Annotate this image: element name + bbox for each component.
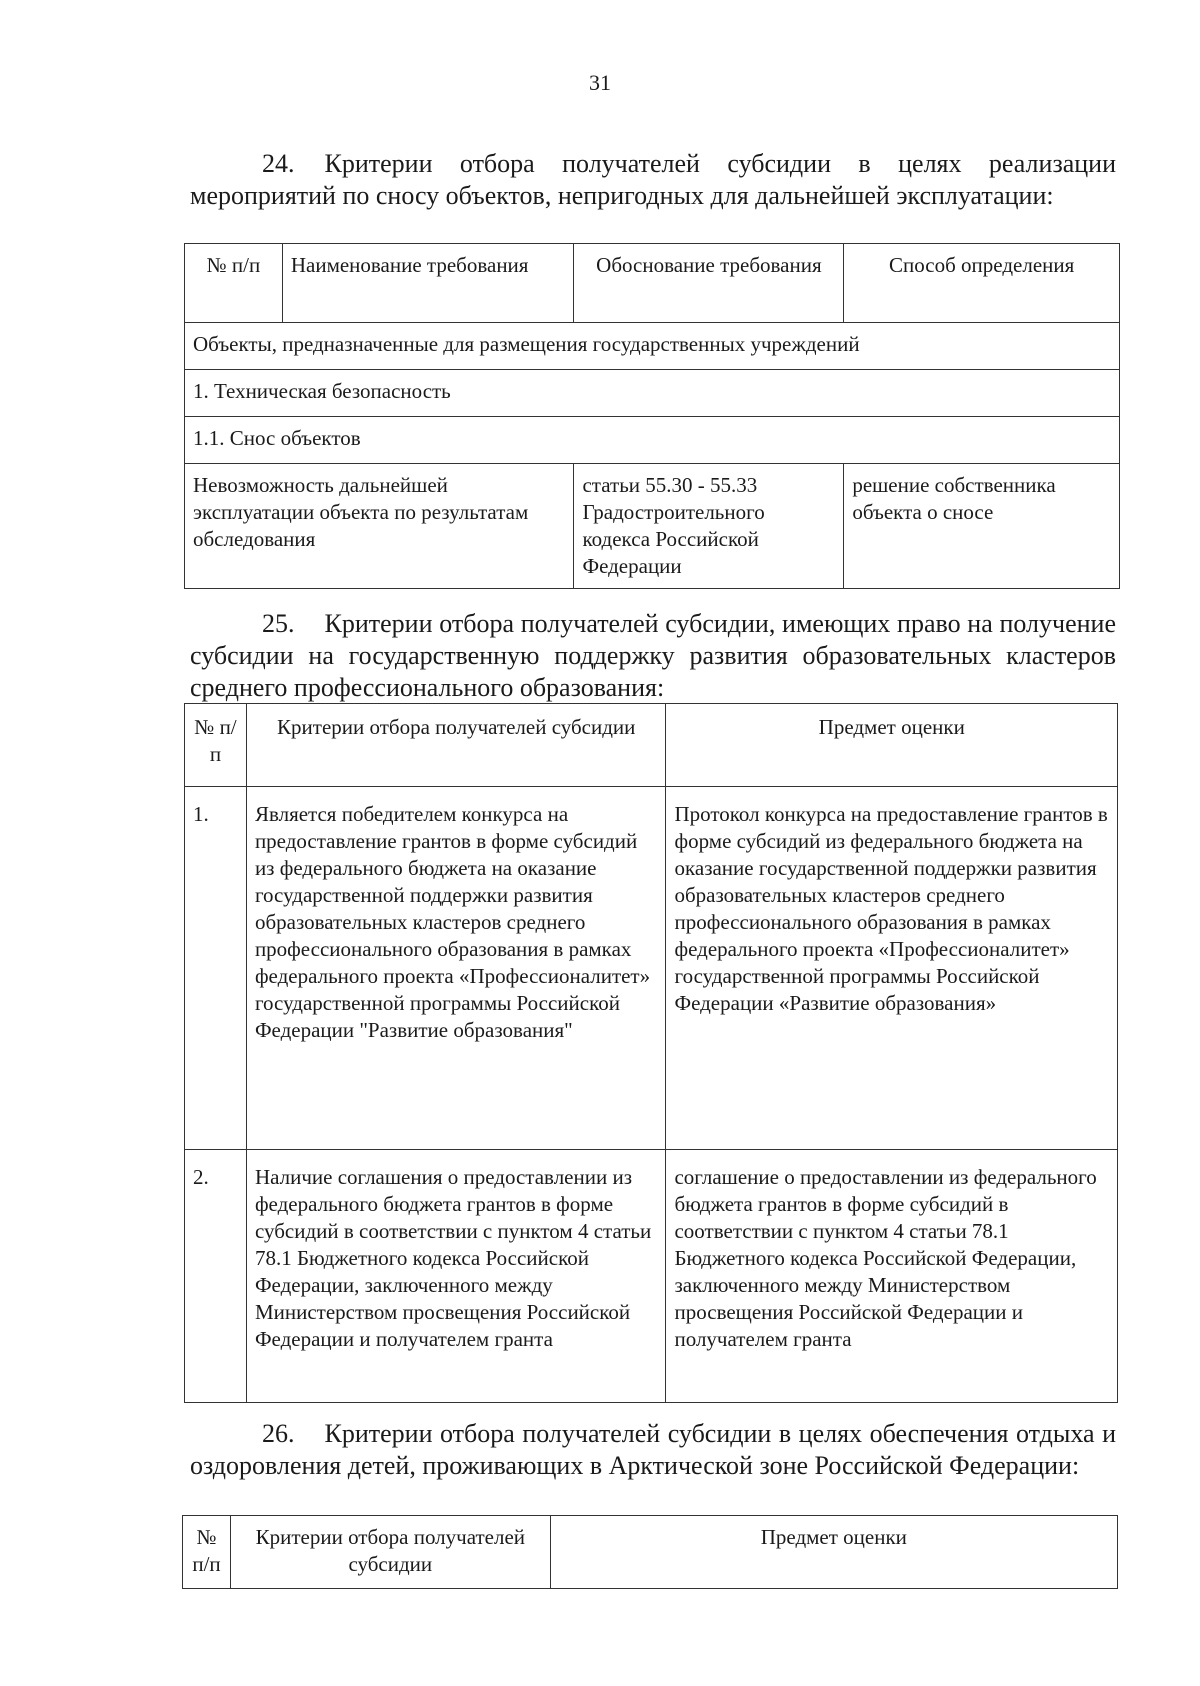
column-header: Обоснование требования: [574, 244, 844, 323]
table-row: [185, 323, 1120, 370]
column-header: № п/п: [185, 244, 283, 323]
column-header: № п/п: [185, 704, 247, 787]
criterion-cell: Является победителем конкурса на предоставление грантов в форме субсидий из федерального бюджета на оказание государственной поддержки развития образовательных кластеров среднего профессионального образования в рамках федерального проекта «Профессионалитет» государственной программы Российской Федерации "Развитие образования": [246, 787, 666, 1150]
column-header: № п/п: [183, 1516, 231, 1589]
criterion-cell: Наличие соглашения о предоставлении из федерального бюджета грантов в форме субсидий в соответствии с пунктом 4 статьи 78.1 Бюджетного кодекса Российской Федерации, заключенного между Министерством просвещения Российской Федерации и получателем гранта: [246, 1150, 666, 1403]
section-26-table: [182, 1515, 1118, 1589]
table-header-row: [183, 1516, 1118, 1589]
section-26-heading: [190, 1418, 1116, 1482]
basis-cell: статьи 55.30 - 55.33 Градостроительного кодекса Российской Федерации: [574, 464, 844, 589]
table-row: [185, 1150, 1118, 1403]
section-24-table: [184, 243, 1120, 589]
table-row: [185, 370, 1120, 417]
section-25-heading-text: Критерии отбора получателей субсидии, имеющих право на получение субсидии на государственную поддержку развития образовательных кластеров среднего профессионального образования:: [190, 609, 1116, 702]
page-number: 31: [589, 70, 611, 95]
row-number: 1.: [185, 787, 247, 1150]
table-row: [185, 417, 1120, 464]
column-header: Способ определения: [844, 244, 1120, 323]
table-row: [185, 787, 1118, 1150]
column-header: Предмет оценки: [550, 1516, 1117, 1589]
column-header: Критерии отбора получателей субсидии: [230, 1516, 550, 1589]
column-header: Критерии отбора получателей субсидии: [246, 704, 666, 787]
section-24-heading: [190, 148, 1116, 212]
row-number: 2.: [185, 1150, 247, 1403]
table-header-row: [185, 244, 1120, 323]
subgroup-row: 1. Техническая безопасность: [185, 370, 1120, 417]
requirement-cell: Невозможность дальнейшей эксплуатации объекта по результатам обследования: [185, 464, 574, 589]
section-24-number: 24.: [262, 149, 295, 178]
subject-cell: Протокол конкурса на предоставление грантов в форме субсидий из федерального бюджета на оказание государственной поддержки развития образовательных кластеров среднего профессионального образования в рамках федерального проекта «Профессионалитет» государственной программы Российской Федерации «Развитие образования»: [666, 787, 1118, 1150]
subject-cell: соглашение о предоставлении из федерального бюджета грантов в форме субсидий в соответствии с пунктом 4 статьи 78.1 Бюджетного кодекса Российской Федерации, заключенного между Министерством просвещения Российской Федерации и получателем гранта: [666, 1150, 1118, 1403]
section-25-table: [184, 703, 1118, 1403]
section-26-number: 26.: [262, 1419, 295, 1448]
section-25-number: 25.: [262, 609, 295, 638]
subsubgroup-row: 1.1. Снос объектов: [185, 417, 1120, 464]
table-row: [185, 464, 1120, 589]
column-header: Предмет оценки: [666, 704, 1118, 787]
column-header: Наименование требования: [282, 244, 574, 323]
method-cell: решение собственника объекта о сносе: [844, 464, 1120, 589]
section-24-heading-text: Критерии отбора получателей субсидии в целях реализации мероприятий по сносу объектов, непригодных для дальнейшей эксплуатации:: [190, 149, 1116, 210]
section-26-heading-text: Критерии отбора получателей субсидии в целях обеспечения отдыха и оздоровления детей, проживающих в Арктической зоне Российской Федерации:: [190, 1419, 1116, 1480]
section-25-heading: [190, 608, 1116, 704]
table-header-row: [185, 704, 1118, 787]
group-row: Объекты, предназначенные для размещения государственных учреждений: [185, 323, 1120, 370]
